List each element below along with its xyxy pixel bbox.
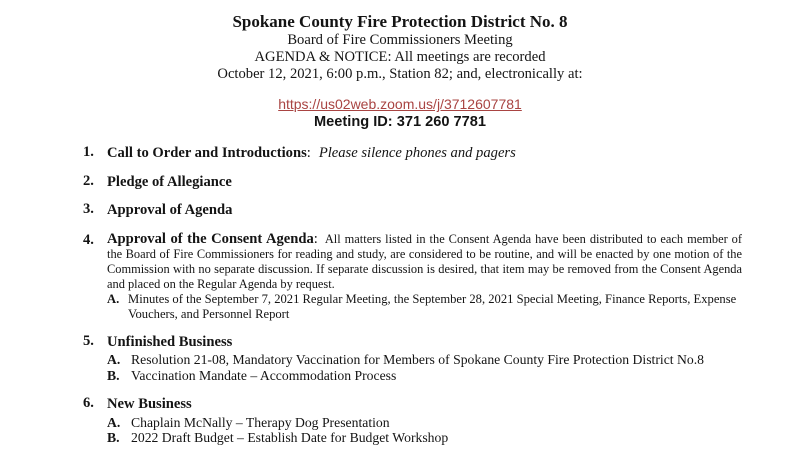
agenda-list — [0, 144, 800, 446]
item-number: 5. — [83, 332, 94, 349]
agenda-item-2 — [83, 173, 742, 192]
item-content — [107, 333, 742, 384]
item-content — [107, 173, 742, 192]
agenda-subitem-5b — [107, 368, 742, 384]
item-title: Pledge of Allegiance — [107, 173, 232, 190]
subitem-letter: A. — [107, 291, 120, 306]
item-number: 2. — [83, 172, 94, 189]
agenda-subitem-4a — [107, 292, 742, 322]
item-title: Unfinished Business — [107, 333, 233, 350]
item-title-colon: : — [306, 145, 311, 161]
item-title: New Business — [107, 396, 192, 412]
subitem-text: Chaplain McNally – Therapy Dog Presentation — [131, 414, 390, 430]
document-title: Spokane County Fire Protection District No. 8 — [232, 12, 568, 31]
subitem-text: 2022 Draft Budget – Establish Date for Budget Workshop — [131, 430, 449, 445]
document-header — [0, 0, 800, 130]
subitem-letter: B. — [107, 430, 120, 445]
subitem-letter: A. — [107, 352, 121, 367]
item-number: 1. — [83, 144, 94, 160]
subitem-text: Vaccination Mandate – Accommodation Process — [131, 367, 397, 383]
agenda-subitem-5a — [107, 352, 742, 368]
header-agenda-notice: AGENDA & NOTICE: All meetings are recorded — [254, 49, 546, 65]
agenda-item-1 — [83, 144, 742, 163]
item-note: Please silence phones and pagers — [318, 145, 516, 161]
item-content — [107, 232, 742, 322]
consent-agenda-paragraph — [107, 232, 742, 292]
subitem-letter: A. — [107, 414, 121, 430]
agenda-item-6 — [83, 395, 742, 446]
agenda-item-5 — [83, 333, 742, 384]
subitem-letter: B. — [107, 367, 120, 383]
item-number: 3. — [83, 201, 94, 217]
item-content — [107, 144, 742, 163]
consent-agenda-description: All matters listed in the Consent Agenda have been distributed to each member of the Board of Fire Commissioners for reading and study, are considered to be routine, and will be enacted by one motion of the Commission with no separate discussion. If separate discussion is desired, that item may be removed from the Consent Agenda and placed on the Regular Agenda by request. — [107, 231, 743, 291]
item-title: Call to Order and Introductions — [107, 145, 307, 161]
header-date-location: October 12, 2021, 6:00 p.m., Station 82; and, electronically at: — [217, 66, 583, 82]
subitem-text: Minutes of the September 7, 2021 Regular Meeting, the September 28, 2021 Special Meeting, Finance Reports, Expense Vouchers, and Personnel Report — [128, 291, 737, 321]
header-meeting-name: Board of Fire Commissioners Meeting — [287, 32, 513, 48]
item-title-colon: : — [313, 230, 318, 247]
agenda-item-3 — [83, 201, 742, 220]
zoom-meeting-link[interactable]: https://us02web.zoom.us/j/3712607781 — [278, 96, 522, 112]
item-title: Approval of Agenda — [107, 202, 233, 218]
item-title: Approval of the Consent Agenda — [107, 230, 314, 247]
meeting-id: Meeting ID: 371 260 7781 — [314, 114, 486, 130]
item-content — [107, 395, 742, 446]
agenda-subitem-6b — [107, 430, 742, 446]
item-number: 6. — [83, 395, 94, 411]
item-number: 4. — [83, 231, 94, 248]
item-content — [107, 201, 742, 220]
agenda-item-4 — [83, 232, 742, 322]
meeting-link-block — [0, 96, 800, 130]
subitem-text: Resolution 21-08, Mandatory Vaccination for Members of Spokane County Fire Protection District No.8 — [131, 352, 705, 367]
agenda-subitem-6a — [107, 415, 742, 431]
